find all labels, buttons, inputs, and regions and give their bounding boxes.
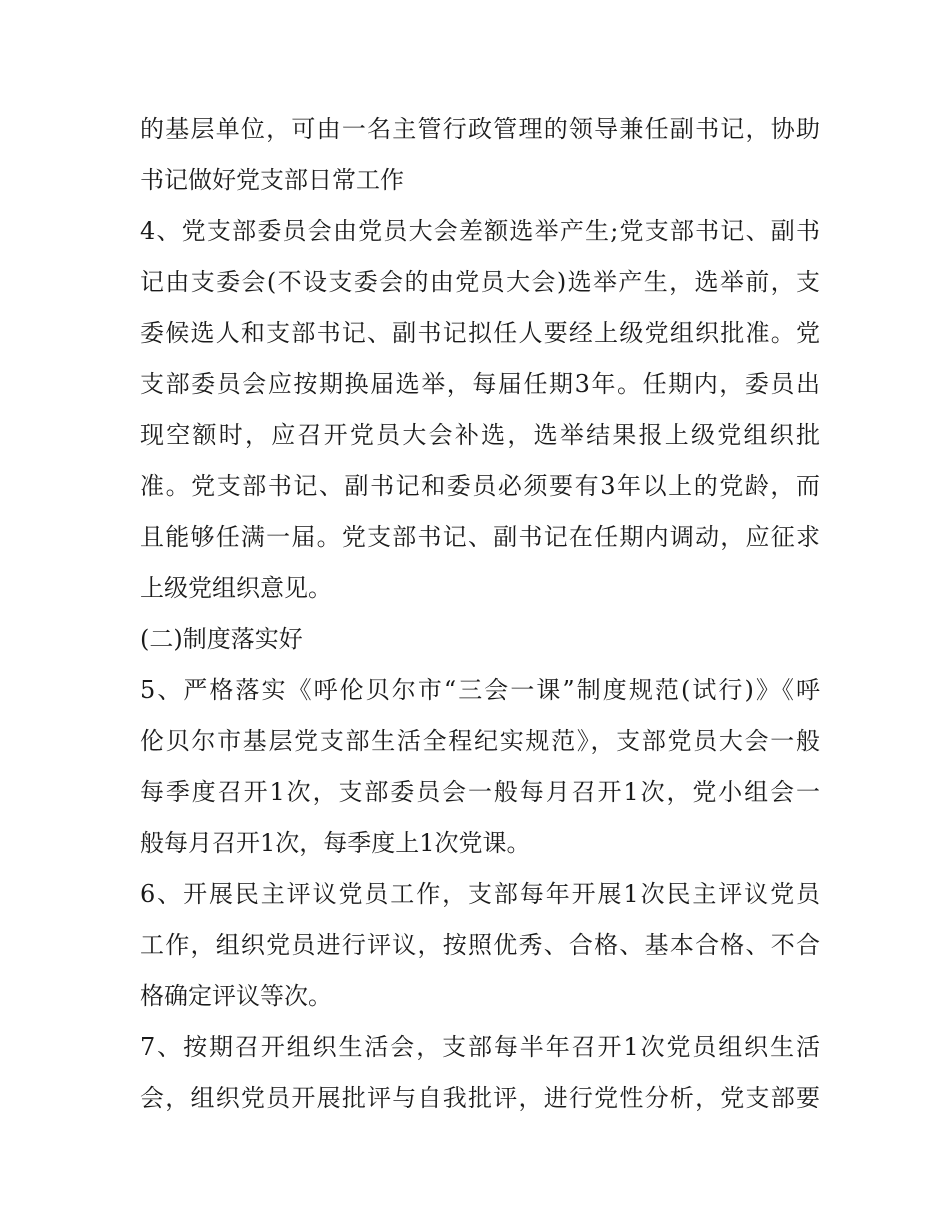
text-line: 5、严格落实《呼伦贝尔市“三会一课”制度规范(试行)》《呼 [140,676,820,704]
document-body [140,104,820,1124]
section-heading: (二)制度落实好 [140,625,303,653]
text-line: 6、开展民主评议党员工作，支部每年开展1次民主评议党员 [140,880,820,908]
text-line: 准。党支部书记、副书记和委员必须要有3年以上的党龄，而 [140,472,820,500]
text-line: 般每月召开1次，每季度上1次党课。 [140,829,531,857]
text-line: 委候选人和支部书记、副书记拟任人要经上级党组织批准。党 [140,319,820,347]
text-line: 工作，组织党员进行评议，按照优秀、合格、基本合格、不合 [140,931,820,959]
text-line: 格确定评议等次。 [140,982,332,1010]
text-line: 书记做好党支部日常工作 [140,166,404,194]
text-line: 的基层单位，可由一名主管行政管理的领导兼任副书记，协助 [140,115,820,143]
text-line: 伦贝尔市基层党支部生活全程纪实规范》，支部党员大会一般 [140,727,820,755]
text-line: 且能够任满一届。党支部书记、副书记在任期内调动，应征求 [140,523,820,551]
text-line: 记由支委会(不设支委会的由党员大会)选举产生，选举前，支 [140,268,820,296]
text-line: 每季度召开1次，支部委员会一般每月召开1次，党小组会一 [140,778,820,806]
text-line: 4、党支部委员会由党员大会差额选举产生;党支部书记、副书 [140,217,820,245]
text-line: 现空额时，应召开党员大会补选，选举结果报上级党组织批 [140,421,820,449]
text-line: 7、按期召开组织生活会，支部每半年召开1次党员组织生活 [140,1033,820,1061]
text-line: 上级党组织意见。 [140,574,332,602]
text-line: 支部委员会应按期换届选举，每届任期3年。任期内，委员出 [140,370,820,398]
text-line: 会，组织党员开展批评与自我批评，进行党性分析，党支部要 [140,1084,820,1112]
